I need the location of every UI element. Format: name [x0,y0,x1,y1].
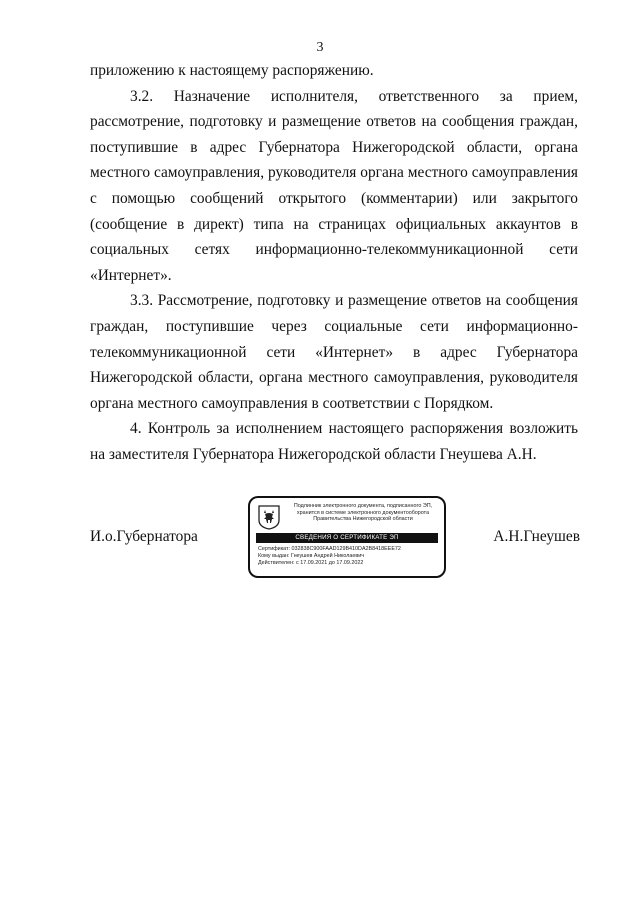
paragraph-3-3: 3.3. Рассмотрение, подготовку и размещение ответов на сообщения граждан, поступившие через социальные сети информационно-телекоммуникационной сети «Интернет» в адрес Губернатора Нижегородской области, органа местного самоуправления, руководителя органа местного самоуправления в соответствии с Порядком. [90,292,578,412]
stamp-header-line: хранится в системе электронного документооборота [296,509,430,516]
paragraph-3-2: 3.2. Назначение исполнителя, ответственного за прием, рассмотрение, подготовку и размещение ответов на сообщения граждан, поступившие в адрес Губернатора Нижегородской области, органа местного самоуправления, руководителя органа местного самоуправления с помощью сообщений открытого (комментарии) или закрытого (сообщение в директ) типа на страницах официальных аккаунтов в социальных сетях информационно-телекоммуникационной сети «Интернет». [90,87,578,284]
stamp-header-line: Правительства Нижегородской области [313,516,413,523]
certificate-validity: Действителен: с 17.09.2021 до 17.09.2022 [258,560,364,566]
certificate-owner: Кому выдан: Гнеушев Андрей Николаевич [258,553,365,559]
stamp-header [284,503,442,523]
page-number: 3 [316,40,324,55]
stamp-certificate-bar: СВЕДЕНИЯ О СЕРТИФИКАТЕ ЭП [256,533,438,543]
stamp-certificate-details [258,546,440,567]
document-body [90,58,578,468]
signer-position: И.о.Губернатора [90,528,198,545]
paragraph-4: 4. Контроль за исполнением настоящего распоряжения возложить на заместителя Губернатора Нижегородской области Гнеушева А.Н. [90,420,578,463]
electronic-signature-stamp [248,496,446,578]
certificate-number: Сертификат: 032838C900FAAD129B410DA2B8418EEE72 [258,546,401,552]
signer-name: А.Н.Гнеушев [493,528,580,545]
paragraph-continuation: приложению к настоящему распоряжению. [90,62,374,79]
signature-block [90,496,580,586]
nizhny-novgorod-deer-emblem-icon [257,504,281,530]
stamp-header-line: Подлинник электронного документа, подписанного ЭП, [293,503,433,509]
